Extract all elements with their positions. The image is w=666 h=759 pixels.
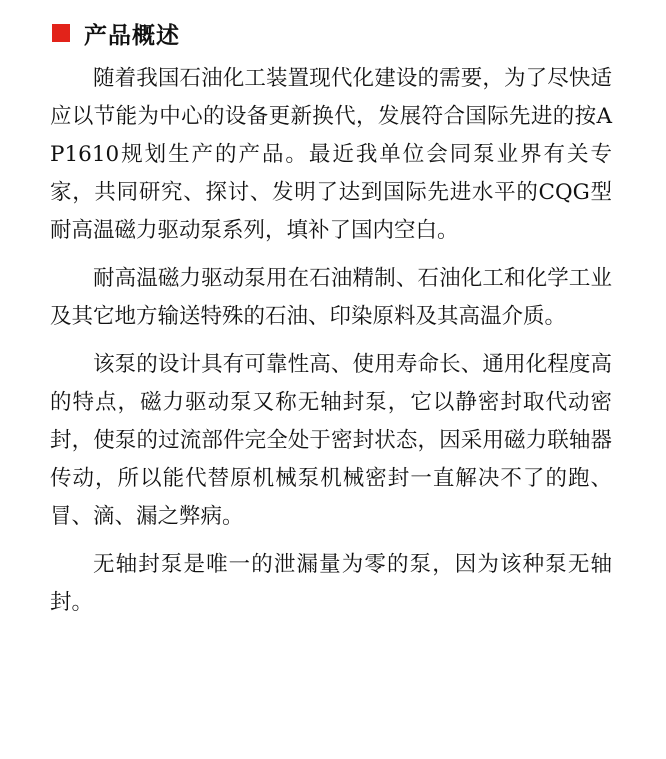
- paragraph-features: 该泵的设计具有可靠性高、使用寿命长、通用化程度高的特点，磁力驱动泵又称无轴封泵，它以静密封取代动密封，使泵的过流部件完全处于密封状态，因采用磁力联轴器传动，所以能代替原机械泵机械密封一直解决不了的跑、冒、滴、漏之弊病。: [50, 352, 612, 529]
- paragraph-application: 耐高温磁力驱动泵用在石油精制、石油化工和化学工业及其它地方输送特殊的石油、印染原料及其高温介质。: [50, 266, 612, 329]
- paragraph-intro: 随着我国石油化工装置现代化建设的需要，为了尽快适应以节能为中心的设备更新换代，发展符合国际先进的按AP1610规划生产的产品。最近我单位会同泵业界有关专家，共同研究、探讨、发明了达到国际先进水平的CQG型耐高温磁力驱动泵系列，填补了国内空白。: [50, 66, 612, 243]
- section-header: [52, 18, 180, 48]
- red-square-icon: [52, 24, 70, 42]
- paragraph-zero-leakage: 无轴封泵是唯一的泄漏量为零的泵，因为该种泵无轴封。: [50, 552, 612, 615]
- article-body: [50, 60, 612, 632]
- section-title: 产品概述: [84, 22, 180, 49]
